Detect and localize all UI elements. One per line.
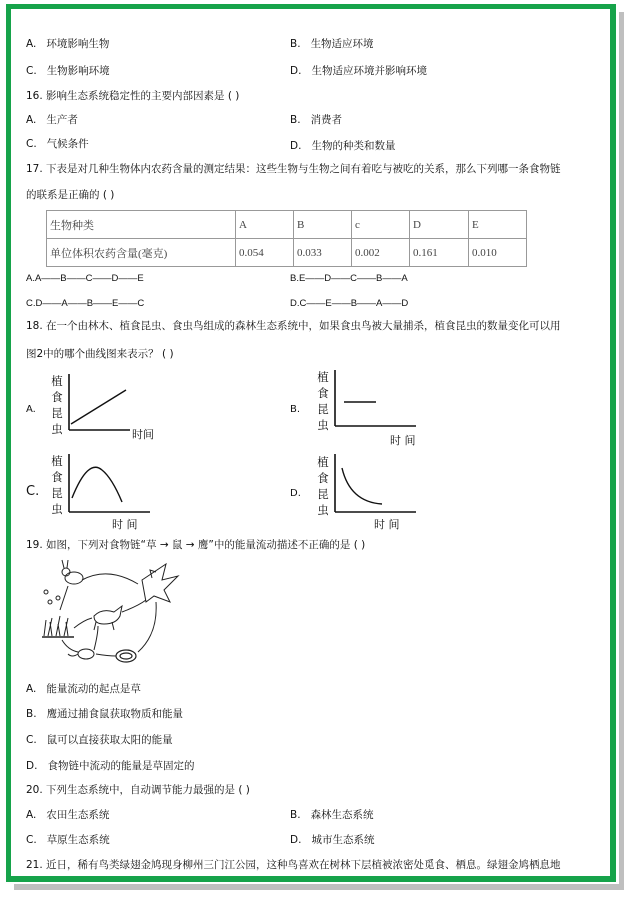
graph-c-rise-then-fall	[64, 452, 154, 516]
graph-a-rising-line	[64, 372, 134, 434]
graph-d-letter: D.	[290, 488, 301, 499]
graph-b-letter: B.	[290, 404, 301, 415]
graph-a-xlabel: 时间	[132, 428, 154, 441]
q15-option-b[interactable]: B. 生物适应环境	[290, 38, 374, 50]
q19-option-d[interactable]: D. 食物链中流动的能量是草固定的	[26, 760, 195, 772]
graph-b-ylabel: 植 食 昆 虫	[317, 370, 329, 432]
graph-c-xlabel: 时 间	[112, 518, 138, 531]
food-web-illustration	[38, 558, 188, 668]
q17-option-a[interactable]: A.A——B——C——D——E	[26, 273, 144, 284]
snake-icon	[116, 650, 136, 662]
grass-icon	[42, 590, 74, 637]
q20-stem: 20. 下列生态系统中，自动调节能力最强的是 ( )	[26, 784, 250, 796]
q20-option-c[interactable]: C. 草原生态系统	[26, 834, 110, 846]
table-cell: 0.054	[236, 239, 294, 267]
table-cell: 0.010	[469, 239, 527, 267]
q16-stem: 16. 影响生态系统稳定性的主要内部因素是 ( )	[26, 90, 240, 102]
graph-a-letter: A.	[26, 404, 36, 415]
graph-d-ylabel: 植 食 昆 虫	[317, 455, 329, 517]
q16-option-d[interactable]: D. 生物的种类和数量	[290, 140, 396, 152]
q17-option-c[interactable]: C.D——A——B——E——C	[26, 298, 145, 309]
q17-option-b[interactable]: B.E——D——C——B——A	[290, 273, 408, 284]
graph-b-flat-line	[330, 368, 420, 430]
q17-stem-line2: 的联系是正确的 ( )	[26, 189, 115, 201]
q21-stem: 21. 近日，稀有鸟类绿翅金鸠现身柳州三门江公园，这种鸟喜欢在树林下层植被浓密处觅食、栖息。绿翅金鸠栖息地	[26, 859, 561, 871]
table-cell: 0.033	[294, 239, 352, 267]
q15-option-a[interactable]: A. 环境影响生物	[26, 38, 110, 50]
q19-stem: 19. 如图，下列对食物链“草 → 鼠 → 鹰”中的能量流动描述不正确的是 ( )	[26, 539, 366, 551]
page-frame	[6, 4, 616, 882]
q20-option-a[interactable]: A. 农田生态系统	[26, 809, 110, 821]
graph-c-letter: C.	[26, 484, 40, 499]
eagle-icon	[142, 564, 178, 602]
q16-option-a[interactable]: A. 生产者	[26, 114, 78, 126]
table-cell: 生物种类	[47, 211, 236, 239]
food-web-arrows	[60, 574, 156, 656]
q17-stem-line1: 17. 下表是对几种生物体内农药含量的测定结果：这些生物与生物之间有着吃与被吃的关系，那么下列哪一条食物链	[26, 163, 561, 175]
table-cell: E	[469, 211, 527, 239]
q16-option-b[interactable]: B. 消费者	[290, 114, 343, 126]
q18-stem-line1: 18. 在一个由林木、植食昆虫、食虫鸟组成的森林生态系统中，如果食虫鸟被大量捕杀，植食昆虫的数量变化可以用	[26, 320, 561, 332]
pesticide-table	[46, 210, 527, 267]
table-cell: A	[236, 211, 294, 239]
graph-b-xlabel: 时 间	[390, 434, 416, 447]
q16-option-c[interactable]: C. 气候条件	[26, 138, 89, 150]
table-row	[47, 239, 527, 267]
q15-option-d[interactable]: D. 生物适应环境并影响环境	[290, 65, 427, 77]
table-cell: 0.002	[352, 239, 410, 267]
q17-option-d[interactable]: D.C——E——B——A——D	[290, 298, 409, 309]
table-cell: B	[294, 211, 352, 239]
q20-option-d[interactable]: D. 城市生态系统	[290, 834, 375, 846]
mouse-icon	[68, 649, 94, 659]
q19-option-c[interactable]: C. 鼠可以直接获取太阳的能量	[26, 734, 173, 746]
table-cell: D	[410, 211, 469, 239]
graph-d-xlabel: 时 间	[374, 518, 400, 531]
table-cell: 0.161	[410, 239, 469, 267]
q20-option-b[interactable]: B. 森林生态系统	[290, 809, 374, 821]
graph-d-decaying-curve	[330, 452, 420, 516]
table-header-row	[47, 211, 527, 239]
q15-option-c[interactable]: C. 生物影响环境	[26, 65, 110, 77]
rabbit-icon	[62, 560, 83, 584]
q19-option-b[interactable]: B. 鹰通过捕食鼠获取物质和能量	[26, 708, 184, 720]
graph-c-ylabel: 植 食 昆 虫	[51, 454, 63, 516]
q19-option-a[interactable]: A. 能量流动的起点是草	[26, 683, 141, 695]
table-cell: 单位体积农药含量(毫克)	[47, 239, 236, 267]
graph-a-ylabel: 植 食 昆 虫	[51, 374, 63, 436]
table-cell: c	[352, 211, 410, 239]
q18-stem-line2: 图2中的哪个曲线图来表示？ ( )	[26, 348, 174, 360]
